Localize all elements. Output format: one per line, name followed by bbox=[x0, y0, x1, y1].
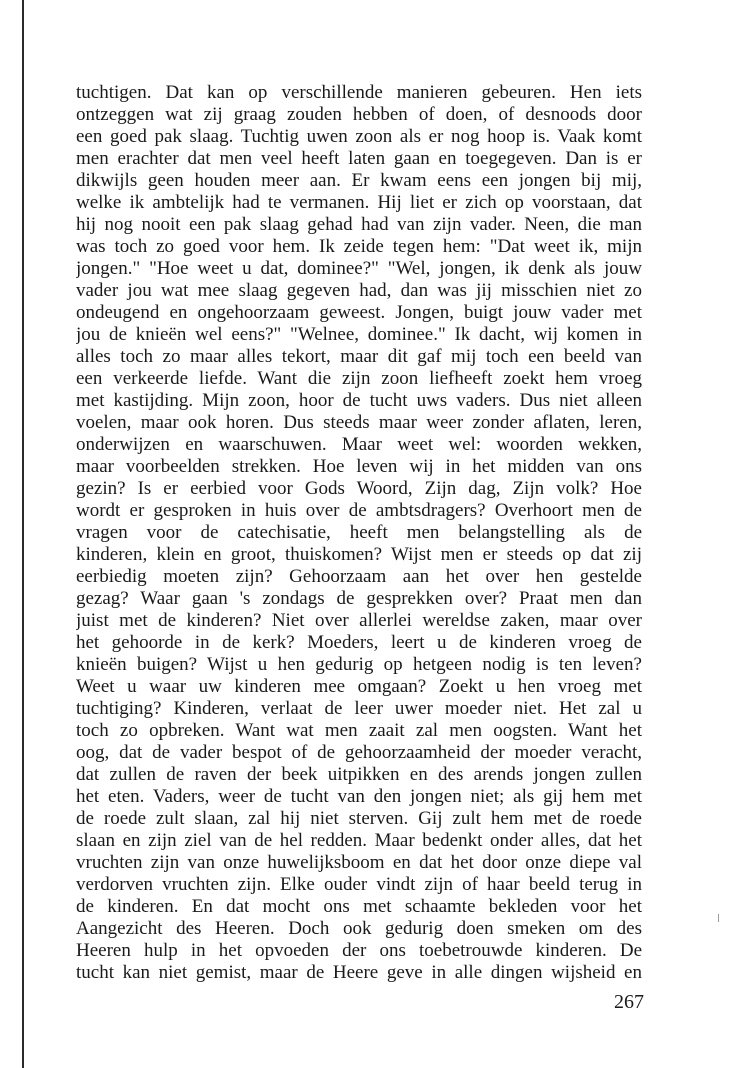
text-line: jou de knieën wel eens?" "Welnee, dominee." Ik dacht, wij komen in bbox=[76, 324, 642, 345]
text-line: slaan en zijn ziel van de hel redden. Maar bedenkt onder alles, dat het bbox=[76, 830, 642, 851]
text-line: kinderen, klein en groot, thuiskomen? Wijst men er steeds op dat zij bbox=[76, 544, 642, 565]
margin-speck bbox=[718, 914, 719, 922]
text-line: toch zo opbreken. Want wat men zaait zal men oogsten. Want het bbox=[76, 720, 642, 741]
text-line: ondeugend en ongehoorzaam geweest. Jongen, buigt jouw vader met bbox=[76, 302, 642, 323]
text-line: tucht kan niet gemist, maar de Heere geve in alle dingen wijsheid en bbox=[76, 962, 642, 983]
text-line: Heeren hulp in het opvoeden der ons toebetrouwde kinderen. De bbox=[76, 940, 642, 961]
text-line: knieën buigen? Wijst u hen gedurig op hetgeen nodig is ten leven? bbox=[76, 654, 642, 675]
text-line: het gehoorde in de kerk? Moeders, leert u de kinderen vroeg de bbox=[76, 632, 642, 653]
text-line: dat zullen de raven der beek uitpikken en des arends jongen zullen bbox=[76, 764, 642, 785]
text-line: Aangezicht des Heeren. Doch ook gedurig doen smeken om des bbox=[76, 918, 642, 939]
text-line: verdorven vruchten zijn. Elke ouder vindt zijn of haar beeld terug in bbox=[76, 874, 642, 895]
text-line: welke ik ambtelijk had te vermanen. Hij liet er zich op voorstaan, dat bbox=[76, 192, 642, 213]
text-line: eerbiedig moeten zijn? Gehoorzaam aan het over hen gestelde bbox=[76, 566, 642, 587]
text-line: men erachter dat men veel heeft laten gaan en toegegeven. Dan is er bbox=[76, 148, 642, 169]
text-line: oog, dat de vader bespot of de gehoorzaamheid der moeder veracht, bbox=[76, 742, 642, 763]
text-line: maar voorbeelden strekken. Hoe leven wij in het midden van ons bbox=[76, 456, 642, 477]
text-line: gezin? Is er eerbied voor Gods Woord, Zijn dag, Zijn volk? Hoe bbox=[76, 478, 642, 499]
text-line: tuchtigen. Dat kan op verschillende manieren gebeuren. Hen iets bbox=[76, 82, 642, 103]
text-line: een goed pak slaag. Tuchtig uwen zoon als er nog hoop is. Vaak komt bbox=[76, 126, 642, 147]
text-line: met kastijding. Mijn zoon, hoor de tucht uws vaders. Dus niet alleen bbox=[76, 390, 642, 411]
text-line: onderwijzen en waarschuwen. Maar weet wel: woorden wekken, bbox=[76, 434, 642, 455]
text-line: juist met de kinderen? Niet over allerlei wereldse zaken, maar over bbox=[76, 610, 642, 631]
text-line: de kinderen. En dat mocht ons met schaamte bekleden voor het bbox=[76, 896, 642, 917]
page-number: 267 bbox=[614, 991, 644, 1013]
body-text bbox=[76, 82, 642, 984]
text-line: vader jou wat mee slaag gegeven had, dan was jij misschien niet zo bbox=[76, 280, 642, 301]
text-line: alles toch zo maar alles tekort, maar dit gaf mij toch een beeld van bbox=[76, 346, 642, 367]
text-line: tuchtiging? Kinderen, verlaat de leer uwer moeder niet. Het zal u bbox=[76, 698, 642, 719]
text-line: gezag? Waar gaan 's zondags de gesprekken over? Praat men dan bbox=[76, 588, 642, 609]
text-line: vruchten zijn van onze huwelijksboom en dat het door onze diepe val bbox=[76, 852, 642, 873]
text-line: Weet u waar uw kinderen mee omgaan? Zoekt u hen vroeg met bbox=[76, 676, 642, 697]
text-line: voelen, maar ook horen. Dus steeds maar weer zonder aflaten, leren, bbox=[76, 412, 642, 433]
text-line: wordt er gesproken in huis over de ambtsdragers? Overhoort men de bbox=[76, 500, 642, 521]
scan-edge-line bbox=[22, 0, 24, 1068]
text-line: was toch zo goed voor hem. Ik zeide tegen hem: "Dat weet ik, mijn bbox=[76, 236, 642, 257]
text-line: jongen." "Hoe weet u dat, dominee?" "Wel, jongen, ik denk als jouw bbox=[76, 258, 642, 279]
text-line: dikwijls geen houden meer aan. Er kwam eens een jongen bij mij, bbox=[76, 170, 642, 191]
text-line: een verkeerde liefde. Want die zijn zoon liefheeft zoekt hem vroeg bbox=[76, 368, 642, 389]
text-line: hij nog nooit een pak slaag gehad had van zijn vader. Neen, die man bbox=[76, 214, 642, 235]
text-line: de roede zult slaan, zal hij niet sterven. Gij zult hem met de roede bbox=[76, 808, 642, 829]
text-line: het eten. Vaders, weer de tucht van den jongen niet; als gij hem met bbox=[76, 786, 642, 807]
text-line: vragen voor de catechisatie, heeft men belangstelling als de bbox=[76, 522, 642, 543]
text-line: ontzeggen wat zij graag zouden hebben of doen, of desnoods door bbox=[76, 104, 642, 125]
